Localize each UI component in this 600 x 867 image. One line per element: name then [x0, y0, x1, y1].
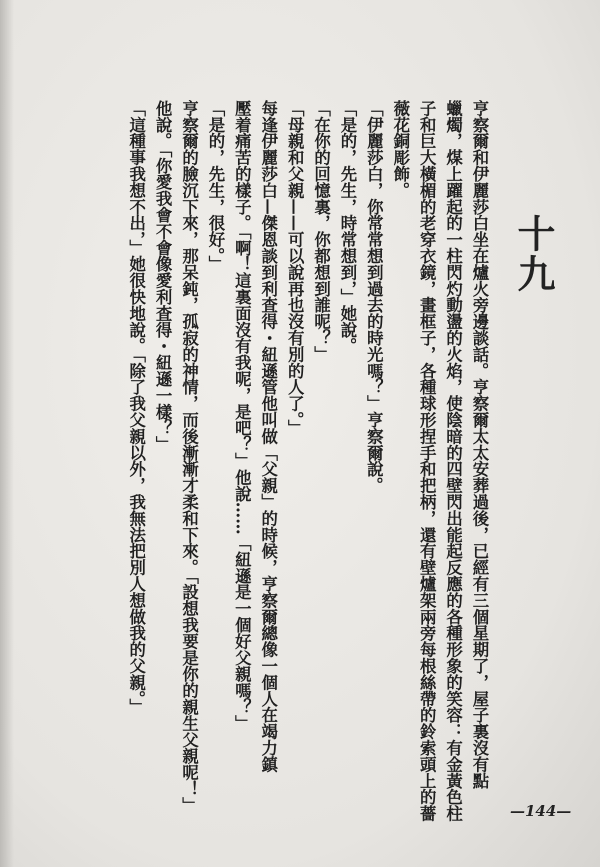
text-line: 每逢伊麗莎白—傑恩談到利査得・紐遜管他叫做「父親」的時候，亨察爾總像一個人在竭力鎮 — [258, 100, 278, 773]
text-line: 蠟燭，煤上躍起的一柱閃灼動盪的火焰，使陰暗的四壁閃出能起反應的各種形象的笑容：有金黃色柱 — [443, 100, 463, 822]
text-line: 「是的，先生，很好。」 — [205, 100, 225, 273]
text-line: 薇花銅彫飾。 — [390, 100, 410, 199]
page-number: —144— — [510, 802, 572, 820]
chapter-title: 十九 — [511, 214, 556, 294]
text-line: 他說。「你愛我會不會像愛利査得・紐遜一樣？」 — [153, 100, 173, 453]
text-line: 「是的，先生，時常想到，」她說。 — [337, 100, 357, 355]
text-line: 「母親和父親——可以說再也沒有別的人了。」 — [285, 100, 305, 437]
text-line: 「伊麗莎白，你常常想到過去的時光嗎？」亨察爾說。 — [364, 100, 384, 494]
text-line: 亨察爾的臉沉下來，那呆鈍，孤寂的神情，而後漸漸才柔和下來。「設想我要是你的親生父親呢！」 — [179, 100, 199, 814]
body-text — [122, 100, 492, 822]
text-line: 壓着痛苦的樣子。「啊！這裏面沒有我呢，是吧？」他說……「紐遜是一個好父親嗎？」 — [232, 100, 252, 732]
text-line: 亨察爾和伊麗莎白坐在爐火旁邊談話。亨察爾太太安葬過後，已經有三個星期了，屋子裏沒有點 — [470, 100, 489, 789]
text-line: 子和巨大橫楣的老穿衣鏡，畫框子，各種球形捏手和把柄，還有壁爐架兩旁每根絲帶的鈴索頭上的薔 — [417, 100, 437, 822]
text-line: 「在你的回憶裏，你都想到誰呢？」 — [311, 100, 331, 363]
text-line: 「這種事我想不出，」她很快地說。「除了我父親以外，我無法把別人想做我的父親。」 — [126, 100, 146, 715]
